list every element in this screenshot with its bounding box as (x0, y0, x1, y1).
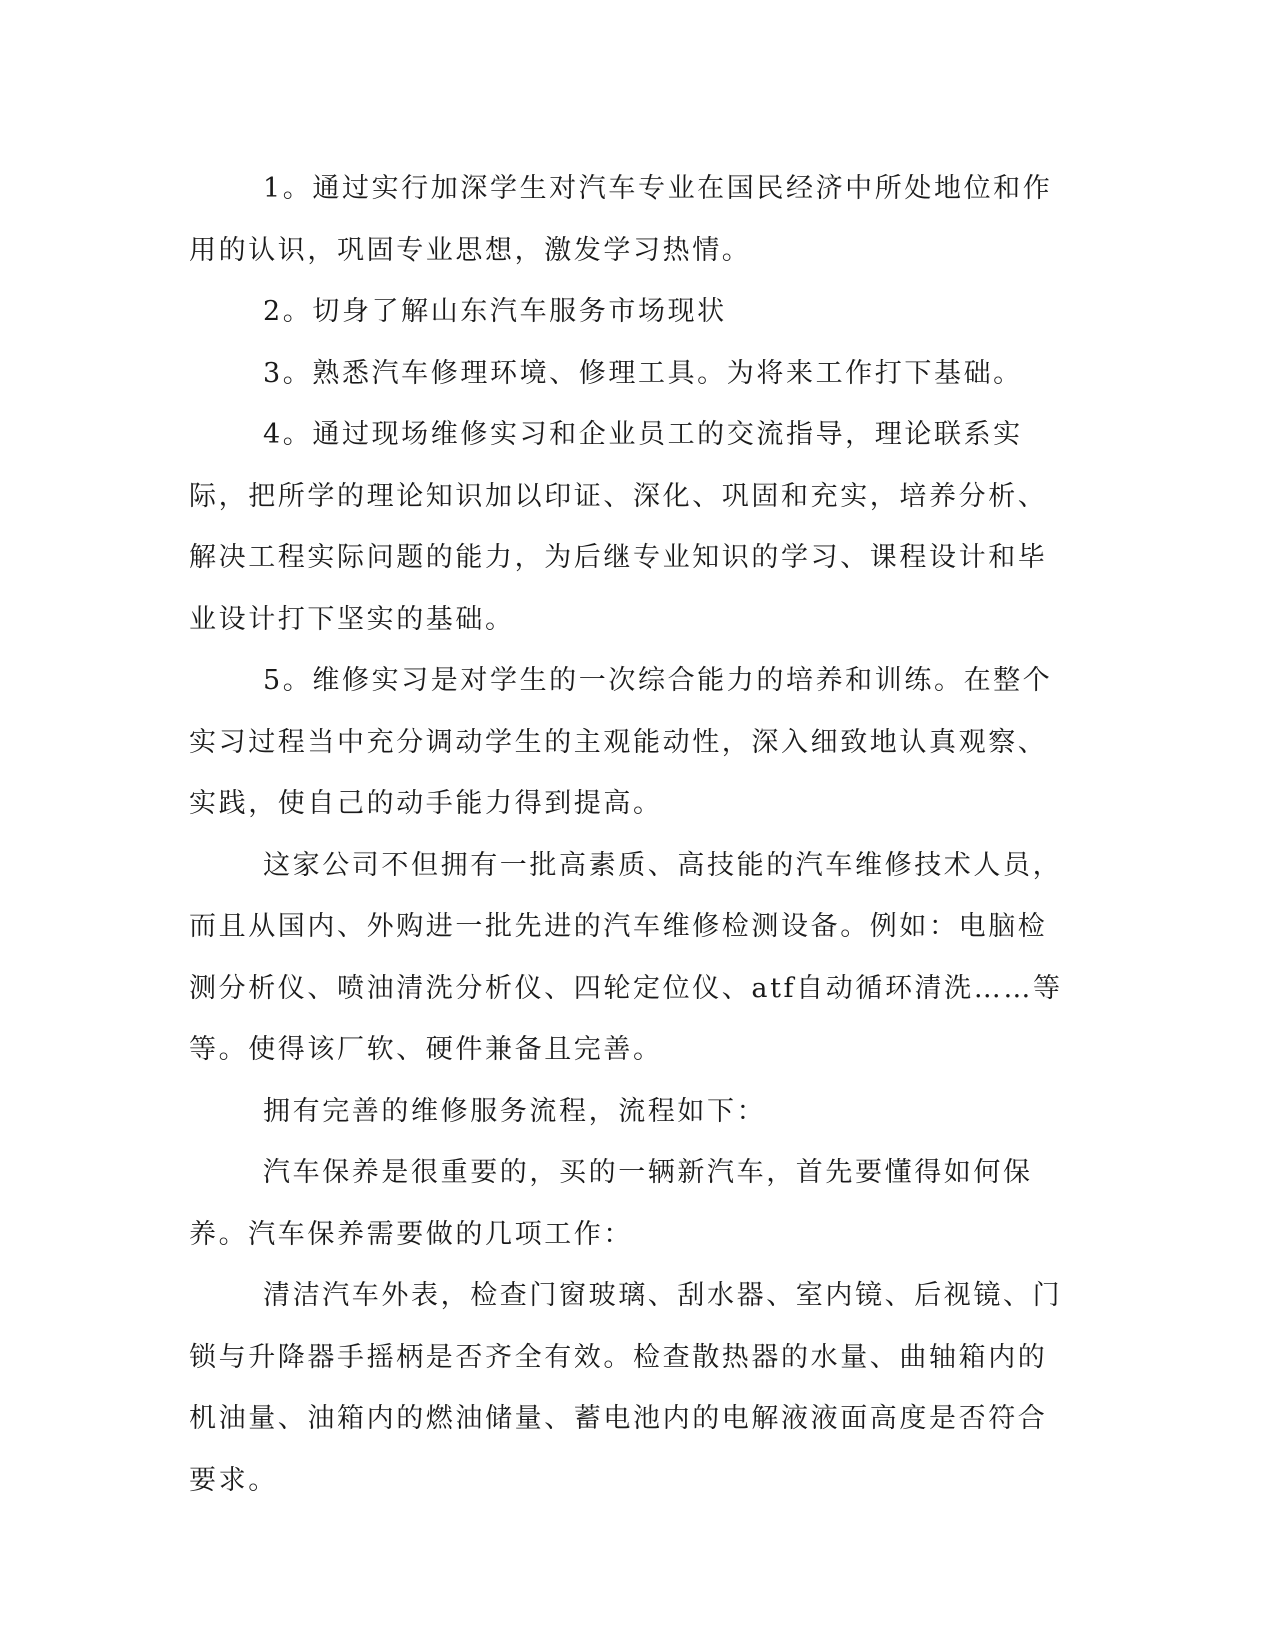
paragraph-maintenance-checks: 清洁汽车外表，检查门窗玻璃、刮水器、室内镜、后视镜、门锁与升降器手摇柄是否齐全有效。检查散热器的水量、曲轴箱内的机油量、油箱内的燃油储量、蓄电池内的电解液液面高度是否符合要求。 (189, 1280, 1063, 1496)
paragraph-service-process: 拥有完善的维修服务流程，流程如下： (263, 1095, 767, 1127)
paragraph-company-equipment: 这家公司不但拥有一批高素质、高技能的汽车维修技术人员，而且从国内、外购进一批先进的汽车维修检测设备。例如：电脑检测分析仪、喷油清洗分析仪、四轮定位仪、atf自动循环清洗……等等。使得该厂软、硬件兼备且完善。 (189, 849, 1063, 1065)
document-body (189, 158, 1064, 1511)
paragraph-goal-4: 4。通过现场维修实习和企业员工的交流指导，理论联系实际，把所学的理论知识加以印证、深化、巩固和充实，培养分析、解决工程实际问题的能力，为后继专业知识的学习、课程设计和毕业设计打下坚实的基础。 (189, 419, 1048, 635)
paragraph-goal-2: 2。切身了解山东汽车服务市场现状 (263, 296, 727, 327)
paragraph-goal-3: 3。熟悉汽车修理环境、修理工具。为将来工作打下基础。 (263, 357, 1023, 389)
paragraph-goal-1: 1。通过实行加深学生对汽车专业在国民经济中所处地位和作用的认识，巩固专业思想，激发学习热情。 (189, 173, 1053, 266)
paragraph-maintenance-intro: 汽车保养是很重要的，买的一辆新汽车，首先要懂得如何保养。汽车保养需要做的几项工作： (189, 1157, 1033, 1250)
paragraph-goal-5: 5。维修实习是对学生的一次综合能力的培养和训练。在整个实习过程当中充分调动学生的主观能动性，深入细致地认真观察、实践，使自己的动手能力得到提高。 (189, 665, 1053, 819)
